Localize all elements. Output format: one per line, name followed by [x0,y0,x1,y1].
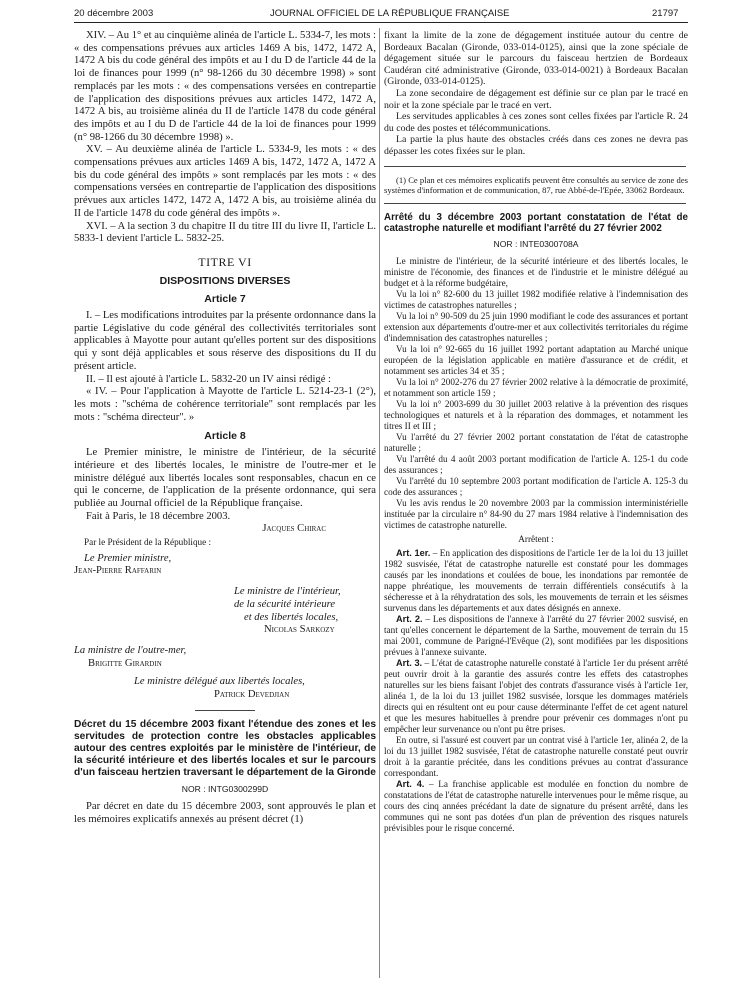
footnote: (1) Ce plan et ces mémoires explicatifs peuvent être consultés au service de zone des systèmes d'information et de communication, 87, rue Abbé-de-l'Epée, 33062 Bordeaux. [384,174,688,195]
decret-para-1: Par décret en date du 15 décembre 2003, sont approuvés le plan et les mémoires explicatifs annexés au présent décret (1) [74,801,376,826]
decret-para-2: La zone secondaire de dégagement est définie sur ce plan par le tracé en noir et la zone spéciale par le tracé en vert. [384,87,688,111]
vu-3: Vu la loi n° 92-665 du 16 juillet 1992 portant adaptation au Marché unique européen de la législation applicable en matière d'assurance et de crédit, et notamment ses articles 34 et 35 ; [384,344,688,377]
art-3-text: – L'état de catastrophe naturelle constaté à l'article 1er du présent arrêté peut ouvrir droit à la garantie des assurés contre les effets des catastrophes naturelles sur les biens faisant l'objet des contrats d'assurance visés à l'article 1er, alinéa 1, de la loi du 13 juillet 1982 susvisée, lorsque les dommages matériels directs qui en résultent ont eu pour cause déterminante l'effet de cet agent naturel et que les mesures habituelles à prendre pour prévenir ces dommages n'ont pu empêcher leur survenance ou n'ont pu être prises. [384,658,688,735]
arrete-nor: NOR : INTE0300708A [493,238,579,249]
fait-a-paris: Fait à Paris, le 18 décembre 2003. [86,510,231,522]
right-column [384,30,688,834]
article-8-heading: Article 8 [204,430,246,443]
header-date: 20 décembre 2003 [74,8,154,19]
vu-4: Vu la loi n° 2002-276 du 27 février 2002 relative à la démocratie de proximité, et notamment son article 159 ; [384,377,688,399]
art-4-label: Art. 4. [396,779,425,790]
arretent: Arrêtent : [518,534,554,545]
vu-1: Vu la loi n° 82-600 du 13 juillet 1982 modifiée relative à l'indemnisation des victimes de catastrophes naturelles ; [384,289,688,311]
vu-7: Vu l'arrêté du 4 août 2003 portant modification de l'article A. 125-1 du code des assurances ; [384,454,688,476]
art-3-para-2: En outre, si l'assuré est couvert par un contrat visé à l'article 1er, alinéa 2, de la loi du 13 juillet 1982 susvisée, l'état de catastrophe naturelle constaté peut ouvrir droit à la garantie précitée, dans les conditions prévues au contrat d'assurance correspondant. [384,735,688,779]
premier-ministre-name: Jean-Pierre Raffarin [74,565,162,577]
art-3-label: Art. 3. [396,658,423,669]
art-1 [384,548,688,614]
art-2-label: Art. 2. [396,614,423,625]
signature-chirac: Jacques Chirac [262,523,326,535]
left-column [74,30,376,827]
header-rule [74,22,688,23]
decret-para-4: La partie la plus haute des obstacles créés dans ces zones ne devra pas dépasser les cotes fixées sur le plan. [384,134,688,157]
vu-9: Vu les avis rendus le 20 novembre 2003 par la commission interministérielle instituée par la circulaire n° 84-90 du 27 mars 1984 relative à l'indemnisation des victimes de catastrophe naturelle. [384,498,688,531]
article-8-para-1: Le Premier ministre, le ministre de l'intérieur, de la sécurité intérieure et des libertés locales, le ministre de l'outre-mer et le ministre délégué aux libertés locales sont responsables, chacun en ce qui le concerne, de l'application de la présente ordonnance, qui sera publiée au Journal officiel de la République française. [74,447,376,509]
vu-2: Vu la loi n° 90-509 du 25 juin 1990 modifiant le code des assurances et portant extension aux départements d'outre-mer et aux collectivités territoriales du régime d'indemnisation des catastrophes naturelles ; [384,311,688,344]
column-divider [379,28,380,978]
titre-heading: TITRE VI [198,254,252,269]
art-2-text: – Les dispositions de l'annexe à l'arrêté du 27 février 2002 susvisé, en tant qu'elles concernent le département de la Sarthe, mouvement de terrain du 15 mai 2001, commune de Parigné-l'Evêque (2), sont modifiées par les dispositions prévues à l'annexe suivante. [384,614,688,658]
header-page-number: 21797 [652,8,679,19]
ministre-outre-mer-name: Brigitte Girardin [88,657,162,669]
ministre-interieur-title-1: Le ministre de l'intérieur, [234,586,341,598]
ministre-outre-mer-title: La ministre de l'outre-mer, [74,644,187,656]
article-7-para-3: « IV. – Pour l'application à Mayotte de l'article L. 5214-23-1 (2°), les mots : "schéma de cohérence territoriale" sont remplacés par les mots : "schéma directeur". » [74,386,376,423]
header-journal-title: JOURNAL OFFICIEL DE LA RÉPUBLIQUE FRANÇAISE [270,8,510,19]
paragraph-xv: XV. – Au deuxième alinéa de l'article L. 5334-9, les mots : « des compensations prévues aux articles 1469 A bis, 1472, 1472 A, 1472 A bis du code général des impôts » sont remplacés par les mots : « des compensations versées en contrepartie de l'application des dispositions prévues aux articles 1472, 1472 A, 1472 A bis, au troisième alinéa du II de l'article 1478 du code général des impôts ». [74,144,376,219]
art-1-label: Art. 1er. [396,548,431,559]
section-separator-right [384,203,686,204]
article-7-heading: Article 7 [204,293,246,306]
footnote-rule [384,166,686,167]
arrete-ministers: Le ministre de l'intérieur, de la sécurité intérieure et des libertés locales, le ministre de l'économie, des finances et de l'industrie et le ministre délégué au budget et à la réforme budgétaire, [384,256,688,289]
ministre-delegue-name: Patrick Devedjian [214,689,290,701]
dispositions-heading: DISPOSITIONS DIVERSES [159,274,291,287]
vu-5: Vu la loi n° 2003-699 du 30 juillet 2003 relative à la prévention des risques technologiques et naturels et à la réparation des dommages, et notamment les titres II et III ; [384,399,688,432]
art-4 [384,779,688,834]
ministre-interieur-title-2: de la sécurité intérieure [234,598,336,610]
arrete-title: Arrêté du 3 décembre 2003 portant constatation de l'état de catastrophe naturelle et modifiant l'arrêté du 27 février 2002 [384,211,688,235]
section-separator [195,710,255,711]
vu-6: Vu l'arrêté du 27 février 2002 portant constatation de l'état de catastrophe naturelle ; [384,432,688,454]
art-1-text: – En application des dispositions de l'article 1er de la loi du 13 juillet 1982 susvisée, l'état de catastrophe naturelle est constaté pour les dommages causés par les inondations et coulées de boue, les inondations par remontée de nappe phréatique, les mouvements de terrain différentiels consécutifs à la sécheresse et à la réhydratation des sols, les mouvements de terrain et les séismes survenus dans les départements et aux dates désignés en annexe. [384,548,688,614]
decret-title: Décret du 15 décembre 2003 fixant l'étendue des zones et les servitudes de protection contre les obstacles applicables autour des centres exploités par le ministère de l'intérieur, de la sécurité intérieure et des libertés locales et sur le parcours d'un faisceau hertzien traversant le département de la Gironde [74,718,376,778]
paragraph-xvi: XVI. – A la section 3 du chapitre II du titre III du livre II, l'article L. 5833-1 devient l'article L. 5832-25. [74,220,376,245]
article-7-para-2: II. – Il est ajouté à l'article L. 5832-20 un IV ainsi rédigé : [86,373,332,385]
ministre-interieur-title-3: et des libertés locales, [244,611,339,623]
decret-nor: NOR : INTG0300299D [181,783,269,794]
ministre-interieur-name: Nicolas Sarkozy [264,624,335,636]
par-le-president: Par le Président de la République : [84,537,212,548]
decret-para-continued: fixant la limite de la zone de dégagement instituée autour du centre de Bordeaux Bacalan (Gironde, 033-014-0125), ainsi que la zone spéciale de dégagement située sur le parcours du faisceau hertzien de Bordeaux Caudéran cité administrative (Gironde, 033-014-0021) à Bordeaux Bacalan (Gironde, 033-014-0125). [384,30,688,88]
art-3 [384,658,688,735]
ministre-delegue-title: Le ministre délégué aux libertés locales, [134,676,305,688]
vu-8: Vu l'arrêté du 10 septembre 2003 portant modification de l'article A. 125-3 du code des assurances ; [384,476,688,498]
arrete-body [384,256,688,834]
article-7-para-1: I. – Les modifications introduites par la présente ordonnance dans la partie Législative du code général des collectivités territoriales sont applicables à Mayotte pour autant qu'elles portent sur des dispositions qui y sont déjà applicables et sous réserve des dispositions du II du présent article. [74,310,376,372]
art-2 [384,614,688,658]
premier-ministre-title: Le Premier ministre, [84,552,172,564]
paragraph-xiv: XIV. – Au 1° et au cinquième alinéa de l'article L. 5334-7, les mots : « des compensations prévues aux articles 1469 A bis, 1472, 1472 A, 1472 A bis du code général des impôts et au I du D de l'article 44 de la loi de finances pour 1999 (n° 98-1266 du 30 décembre 1998) » sont remplacés par les mots : « des compensations versées en contrepartie de l'application des dispositions prévues aux articles 1472, 1472 A, 1472 A bis, au troisième alinéa du II de l'article 1478 du code général des impôts et au I du D de l'article 44 de la loi de finances pour 1999 (n° 98-1266 du 30 décembre 1998) ». [74,30,376,143]
art-4-text: – La franchise applicable est modulée en fonction du nombre de constatations de l'état de catastrophe naturelle intervenues pour le même risque, au cours des cinq années précédant la date de signature du présent arrêté, dans les communes qui ne sont pas dotées d'un plan de prévention des risques naturels prévisibles pour le risque concerné. [384,779,688,834]
decret-para-3: Les servitudes applicables à ces zones sont celles fixées par l'article R. 24 du code des postes et télécommunications. [384,111,688,134]
